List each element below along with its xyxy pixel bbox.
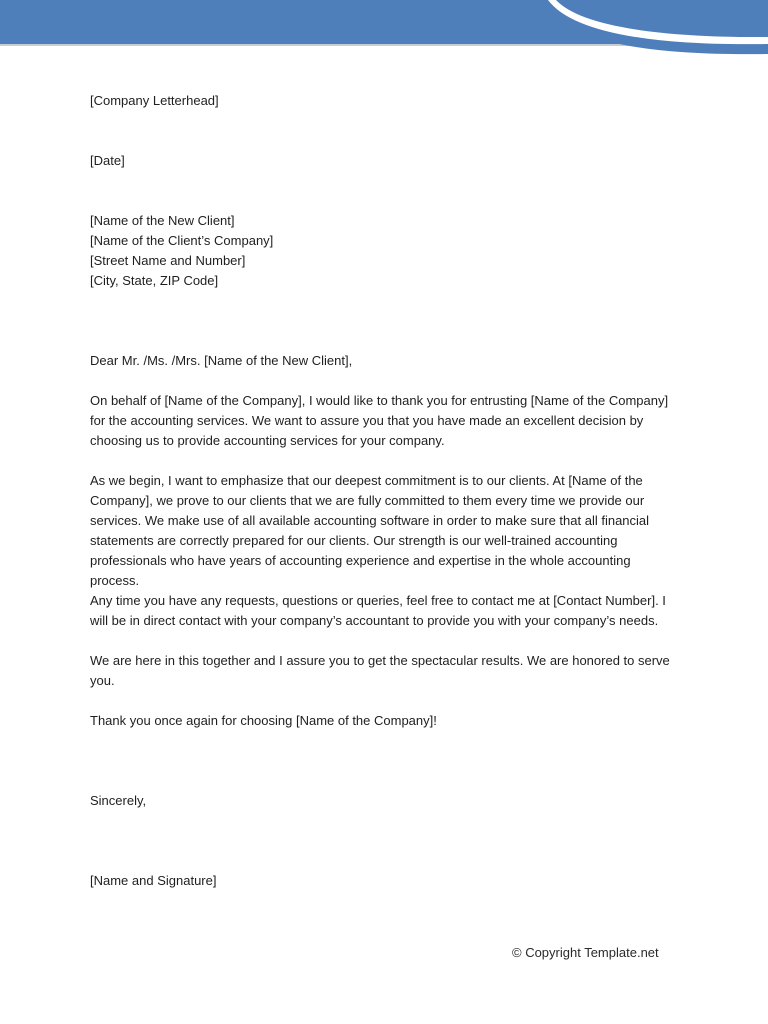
recipient-street: [Street Name and Number] [90,253,246,268]
recipient-city: [City, State, ZIP Code] [90,273,219,288]
recipient-address [90,211,680,291]
copyright-notice: © Copyright Template.net [512,945,659,960]
recipient-name: [Name of the New Client] [90,213,235,228]
salutation: Dear Mr. /Ms. /Mrs. [Name of the New Client], [90,353,353,368]
paragraph-4-block [90,651,680,691]
salutation-block [90,351,680,371]
paragraph-1-block [90,391,680,451]
header-band [0,0,768,60]
paragraph-5-block [90,711,680,731]
body-paragraph: On behalf of [Name of the Company], I would like to thank you for entrusting [Name of the Company] for the accounting services. We want to assure you that you have made an excellent decision by choosing us to provide accounting services for your company. [90,393,669,448]
body-paragraph: Thank you once again for choosing [Name of the Company]! [90,713,437,728]
body-paragraph: As we begin, I want to emphasize that our deepest commitment is to our clients. At [Name of the Company], we prove to our clients that we are fully committed to them every time we provide our services. We make use of all available accounting software in order to make sure that all financial statements are correctly prepared for our clients. Our strength is our well-trained accounting professionals who have years of accounting experience and expertise in the whole accounting process. [90,473,650,588]
signature-placeholder: [Name and Signature] [90,873,217,888]
letterhead: [Company Letterhead] [90,93,219,108]
paragraph-2-block [90,471,680,591]
letter-date: [Date] [90,153,125,168]
recipient-company: [Name of the Client’s Company] [90,233,274,248]
closing-block [90,791,680,811]
letter-body [90,91,680,111]
signature-block [90,871,680,891]
body-paragraph: Any time you have any requests, questions or queries, feel free to contact me at [Contact Number]. I will be in direct contact with your company’s accountant to provide you with your company’s needs. [90,593,666,628]
body-paragraph: We are here in this together and I assure you to get the spectacular results. We are honored to serve you. [90,653,670,688]
closing: Sincerely, [90,793,147,808]
date-block [90,151,680,171]
paragraph-3-block [90,591,680,631]
